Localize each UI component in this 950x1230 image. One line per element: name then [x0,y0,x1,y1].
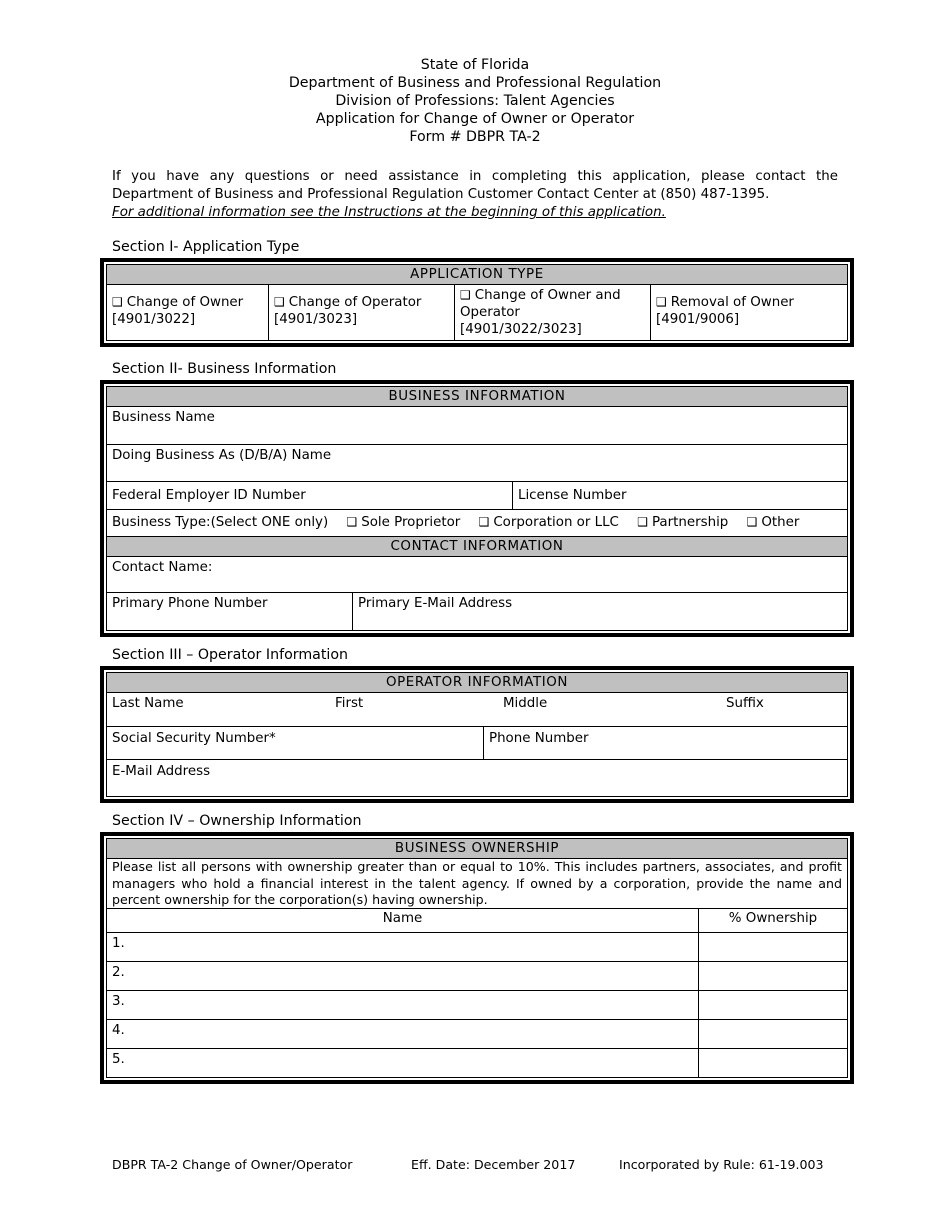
checkbox-icon[interactable]: ❑ [274,295,285,309]
business-type-corporation-llc[interactable]: ❑ Corporation or LLC [478,515,619,530]
section-2-title: Section II- Business Information [112,361,337,377]
checkbox-icon[interactable]: ❑ [656,295,667,309]
owner-percent-field[interactable] [699,933,847,961]
intro-instructions-note: For additional information see the Instructions at the beginning of this application. [112,205,666,220]
option-change-of-operator[interactable]: ❑ Change of Operator [4901/3023] [269,285,455,340]
business-type-row [107,510,847,536]
checkbox-icon[interactable]: ❑ [460,288,471,302]
owner-name-field[interactable]: 1. [107,933,699,961]
footer-effective-date: Eff. Date: December 2017 [411,1157,576,1172]
option-removal-of-owner[interactable]: ❑ Removal of Owner [4901/9006] [656,295,794,327]
ownership-row [107,991,847,1020]
business-type-label: Business Type:(Select ONE only) [112,515,329,530]
first-name-label: First [335,696,364,711]
owner-percent-field[interactable] [699,1020,847,1048]
ownership-row [107,962,847,991]
option-change-of-owner-and-operator[interactable]: ❑ Change of Owner and Operator [4901/3022/3023] [455,285,651,340]
business-ownership-band: BUSINESS OWNERSHIP [107,839,847,859]
header-application-title: Application for Change of Owner or Operator [315,111,635,127]
ownership-row [107,933,847,962]
suffix-label: Suffix [726,696,764,711]
owner-name-field[interactable]: 4. [107,1020,699,1048]
checkbox-icon[interactable]: ❑ [346,515,358,529]
header-division: Division of Professions: Talent Agencies [335,93,615,109]
ownership-row [107,1020,847,1049]
intro-line-2: Department of Business and Professional Regulation Customer Contact Center at (850) 487-1395. [112,187,770,202]
section-1-title: Section I- Application Type [112,239,300,255]
primary-email-field[interactable]: Primary E-Mail Address [358,596,513,611]
dba-name-field[interactable]: Doing Business As (D/B/A) Name [112,448,332,463]
footer-rule: Incorporated by Rule: 61-19.003 [619,1157,824,1172]
ownership-instructions: Please list all persons with ownership greater than or equal to 10%. This includes partners, associates, and profit managers who hold a financial interest in the talent agency. If owned by a corporation, provide the name and percent ownership for the corporation(s) having ownership. [107,859,847,909]
operator-information-box [100,666,854,803]
ssn-field[interactable]: Social Security Number* [107,727,484,759]
owner-name-field[interactable]: 5. [107,1049,699,1077]
checkbox-icon[interactable]: ❑ [637,515,648,529]
operator-phone-field[interactable]: Phone Number [489,731,589,746]
owner-name-field[interactable]: 2. [107,962,699,990]
intro-text [112,168,838,222]
business-ownership-box [100,832,854,1084]
ownership-name-header: Name [107,909,699,932]
application-type-band: APPLICATION TYPE [107,265,847,285]
owner-name-field[interactable]: 3. [107,991,699,1019]
checkbox-icon[interactable]: ❑ [112,295,123,309]
business-name-field[interactable]: Business Name [112,410,215,425]
owner-percent-field[interactable] [699,962,847,990]
business-type-other[interactable]: ❑ Other [746,515,800,530]
section-3-title: Section III – Operator Information [112,647,349,663]
fein-field[interactable]: Federal Employer ID Number [107,482,513,509]
business-type-partnership[interactable]: ❑ Partnership [637,515,729,530]
form-header [0,56,950,146]
business-type-sole-proprietor[interactable]: ❑ Sole Proprietor [346,515,461,530]
header-form-number: Form # DBPR TA-2 [409,129,541,145]
ownership-percent-header: % Ownership [728,911,818,926]
intro-line-1: If you have any questions or need assistance in completing this application, please contact the [112,169,838,184]
option-change-of-owner[interactable]: ❑ Change of Owner [4901/3022] [107,285,269,340]
footer-form-name: DBPR TA-2 Change of Owner/Operator [112,1157,353,1172]
owner-percent-field[interactable] [699,1049,847,1077]
contact-name-field[interactable]: Contact Name: [112,560,213,575]
ownership-row [107,1049,847,1077]
owner-percent-field[interactable] [699,991,847,1019]
checkbox-icon[interactable]: ❑ [478,515,490,529]
operator-name-field[interactable] [107,693,847,726]
business-information-band: BUSINESS INFORMATION [107,387,847,407]
last-name-label: Last Name [112,696,184,711]
header-state: State of Florida [420,57,530,73]
primary-phone-field[interactable]: Primary Phone Number [107,593,353,630]
license-number-field[interactable]: License Number [518,488,627,503]
header-department: Department of Business and Professional Regulation [288,75,662,91]
application-type-box [100,258,854,347]
operator-information-band: OPERATOR INFORMATION [107,673,847,693]
middle-name-label: Middle [503,696,548,711]
business-information-box [100,380,854,637]
contact-information-band: CONTACT INFORMATION [107,537,847,557]
operator-email-field[interactable]: E-Mail Address [112,764,211,779]
checkbox-icon[interactable]: ❑ [746,515,758,529]
section-4-title: Section IV – Ownership Information [112,813,362,829]
